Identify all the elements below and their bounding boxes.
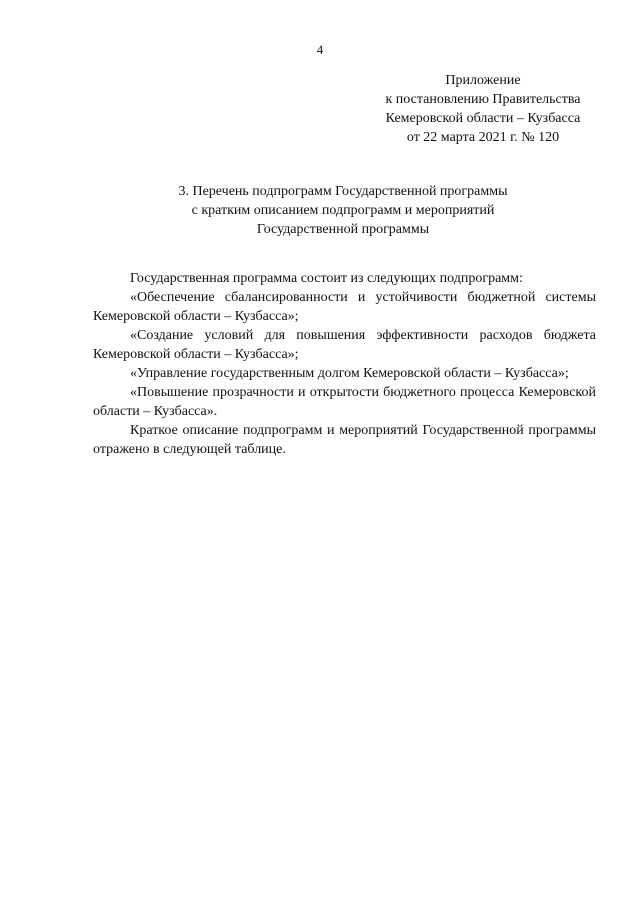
section-heading-line: с кратким описанием подпрограмм и мероприятий <box>191 203 495 218</box>
section-heading <box>100 182 586 239</box>
section-heading-line: 3. Перечень подпрограмм Государственной программы <box>178 184 508 199</box>
appendix-resolution-line: к постановлению Правительства <box>385 92 581 107</box>
section-heading-line: Государственной программы <box>256 222 430 237</box>
page-number: 4 <box>316 42 324 57</box>
appendix-block <box>340 71 626 147</box>
subprogram-item: «Обеспечение сбалансированности и устойчивости бюджетной системы Кемеровской области – Кузбасса»; <box>93 290 596 324</box>
appendix-title: Приложение <box>445 73 521 88</box>
intro-paragraph: Государственная программа состоит из следующих подпрограмм: <box>130 271 523 286</box>
subprogram-item: «Повышение прозрачности и открытости бюджетного процесса Кемеровской области – Кузбасса». <box>93 385 596 419</box>
section-body <box>93 269 596 459</box>
subprogram-item: «Создание условий для повышения эффективности расходов бюджета Кемеровской области – Кузбасса»; <box>93 328 596 362</box>
closing-paragraph: Краткое описание подпрограмм и мероприятий Государственной программы отражено в следующей таблице. <box>93 423 596 457</box>
appendix-date-line: от 22 марта 2021 г. № 120 <box>406 130 560 145</box>
appendix-region-line: Кемеровской области – Кузбасса <box>385 111 581 126</box>
subprogram-item: «Управление государственным долгом Кемеровской области – Кузбасса»; <box>130 366 569 381</box>
